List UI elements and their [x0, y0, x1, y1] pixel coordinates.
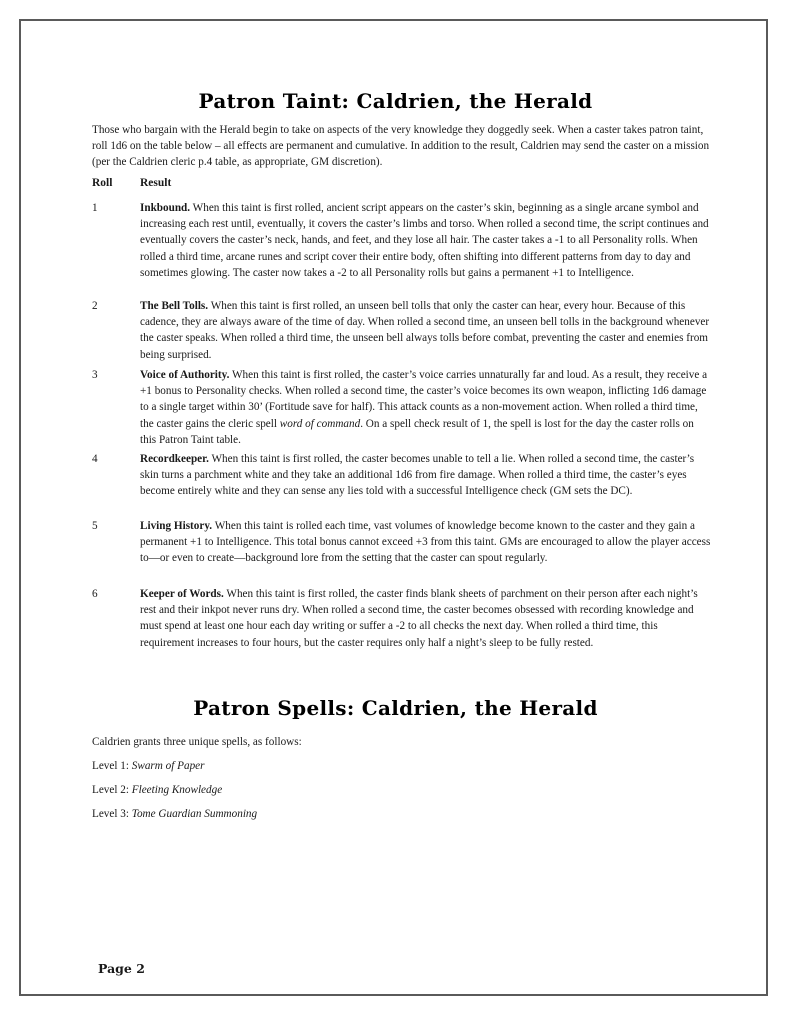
result-text: [140, 367, 712, 448]
roll-number: 3: [92, 369, 98, 381]
spell-level-3: [92, 806, 257, 822]
result-text: [140, 586, 712, 651]
taint-name: Voice of Authority.: [140, 369, 230, 381]
roll-number: 5: [92, 520, 98, 532]
taint-name: Keeper of Words.: [140, 588, 224, 600]
spells-intro: Caldrien grants three unique spells, as follows:: [92, 736, 302, 748]
spell-name: Tome Guardian Summoning: [131, 808, 258, 820]
taint-description: When this taint is first rolled, the caster’s voice carries unnaturally far and loud. As a result, they receive a +1 bonus to Personality checks. When rolled a second time, the caster’s voice becomes its own weapon, inflicting 1d6 damage to a single target within 30’ (Fortitude save for half). This attack counts as a non-movement action. When rolled a third time, the caster gains the cleric spell: [140, 369, 708, 430]
result-text: [140, 200, 712, 281]
spell-name: Swarm of Paper: [131, 760, 205, 772]
roll-number: 6: [92, 588, 98, 600]
page-number: Page 2: [98, 961, 145, 976]
spell-level-2: [92, 782, 222, 798]
taint-description: When this taint is first rolled, ancient script appears on the caster’s skin, beginning as a single arcane symbol and increasing each rest until, eventually, it covers the caster’s limbs and torso. When rolled a second time, the script continues and eventually covers the caster’s neck, hands, and feet, and they lose all hair. The caster takes a -1 to all Personality rolls. When rolled a third time, arcane runes and script cover their entire body, often shifting into different patterns from day to day and sometimes glowing. The caster now takes a -2 to all Personality rolls but gains a permanent +1 to Intelligence.: [140, 202, 709, 279]
result-text: [140, 451, 712, 500]
column-header-result: Result: [140, 177, 172, 189]
spell-name: Fleeting Knowledge: [131, 784, 223, 796]
spell-level-1: [92, 758, 204, 774]
spell-level-label: Level 2:: [92, 784, 129, 796]
taint-description: When this taint is first rolled, the caster finds blank sheets of parchment on their person after each night’s rest and their inkpot never runs dry. When rolled a second time, the caster becomes obsessed with recording knowledge and must spend at least one hour each day writing or suffer a -2 to all checks the next day. When rolled a third time, this requirement increases to four hours, but the caster requires only half a night’s sleep to be fully rested.: [140, 588, 698, 649]
roll-number: 4: [92, 453, 98, 465]
taint-name: Recordkeeper.: [140, 453, 209, 465]
taint-intro: Those who bargain with the Herald begin to take on aspects of the very knowledge they doggedly seek. When a caster takes patron taint, roll 1d6 on the table below – all effects are permanent and cumulative. In addition to the result, Caldrien may send the caster on a mission (per the Caldrien cleric p.4 table, as appropriate, GM discretion).: [92, 124, 710, 169]
taint-name: The Bell Tolls.: [140, 300, 209, 312]
spells-section-title: Patron Spells: Caldrien, the Herald: [193, 696, 598, 720]
spell-level-label: Level 3:: [92, 808, 129, 820]
result-text: [140, 518, 712, 567]
taint-description: When this taint is first rolled, an unseen bell tolls that only the caster can hear, every hour. Because of this cadence, they are always aware of the time of day. When rolled a second time, an unseen bell tolls in the background whenever the caster speaks. When rolled a third time, the unseen bell always tolls before combat, preventing the caster and enemies from being surprised.: [140, 300, 710, 361]
result-text: [140, 298, 712, 363]
taint-name: Living History.: [140, 520, 213, 532]
roll-number: 1: [92, 202, 98, 214]
roll-number: 2: [92, 300, 98, 312]
taint-section-title: Patron Taint: Caldrien, the Herald: [198, 89, 593, 113]
column-header-roll: Roll: [92, 177, 113, 189]
taint-description: When this taint is first rolled, the caster becomes unable to tell a lie. When rolled a second time, the caster’s skin turns a parchment white and they take an additional 1d6 from fire damage. When rolled a third time, the caster’s eyes become entirely white and they can sense any lies told with a successful Intelligence check (GM sets the DC).: [140, 453, 695, 498]
spell-level-label: Level 1:: [92, 760, 129, 772]
taint-description: When this taint is rolled each time, vast volumes of knowledge become known to the caster and they gain a permanent +1 to Intelligence. This total bonus cannot exceed +3 from this taint. GMs are encouraged to allow the player access to—or even to create—background lore from the setting that the caster can spout regularly.: [140, 520, 711, 565]
taint-name: Inkbound.: [140, 202, 191, 214]
taint-description-cont: . On a spell check result of 1, the spell is lost for the day the caster rolls on this Patron Taint table.: [140, 417, 694, 446]
spell-name-italic: word of command: [279, 417, 361, 430]
